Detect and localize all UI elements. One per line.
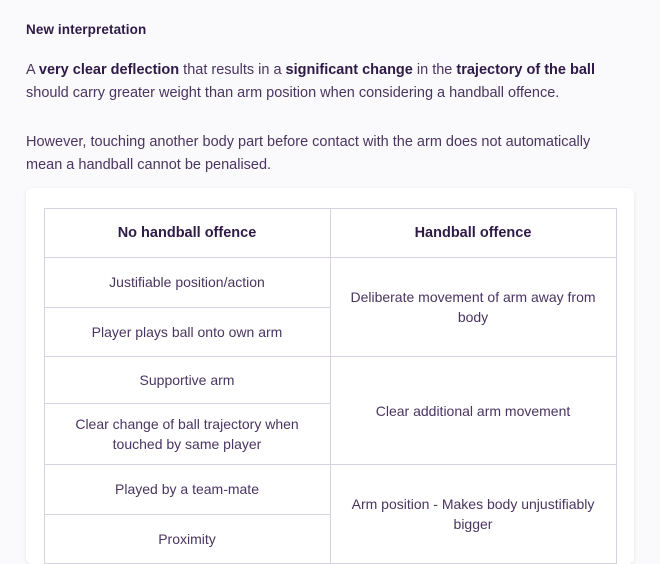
handball-item-0: Deliberate movement of arm away from body: [330, 258, 616, 357]
paragraph-1-segment-6: should carry greater weight than arm position when considering a handball offence.: [26, 85, 560, 101]
table-row: [44, 258, 616, 308]
paragraph-1-segment-1: very clear deflection: [38, 62, 180, 78]
handball-item-2: Arm position - Makes body unjustifiably bigger: [330, 465, 616, 564]
paragraph-1-segment-5: trajectory of the ball: [456, 62, 595, 78]
table-header-no-handball: No handball offence: [44, 209, 330, 258]
no-handball-item-2: Supportive arm: [44, 357, 330, 404]
table-header-row: [44, 209, 616, 258]
handball-item-1: Clear additional arm movement: [330, 357, 616, 465]
no-handball-item-0: Justifiable position/action: [44, 258, 330, 308]
no-handball-item-1: Player plays ball onto own arm: [44, 307, 330, 357]
page-title: New interpretation: [26, 22, 147, 37]
table-row: [44, 465, 616, 515]
handball-offence-table: [44, 208, 617, 564]
offence-table-card: [26, 188, 634, 564]
paragraph-clarification: [26, 131, 626, 177]
no-handball-item-4: Played by a team-mate: [44, 465, 330, 515]
paragraph-1-segment-3: significant change: [285, 62, 413, 78]
table-header-handball: Handball offence: [330, 209, 616, 258]
paragraph-2-segment-0: However, touching another body part before contact with the arm does not automatically mean a handball cannot be penalised.: [26, 134, 591, 173]
no-handball-item-3: Clear change of ball trajectory when touched by same player: [44, 404, 330, 465]
paragraph-1-segment-4: in the: [412, 62, 457, 78]
table-row: [44, 357, 616, 404]
paragraph-1-segment-0: A: [26, 62, 39, 78]
paragraph-1-segment-2: that results in a: [179, 62, 286, 78]
paragraph-interpretation: [26, 59, 626, 105]
no-handball-item-5: Proximity: [44, 514, 330, 564]
